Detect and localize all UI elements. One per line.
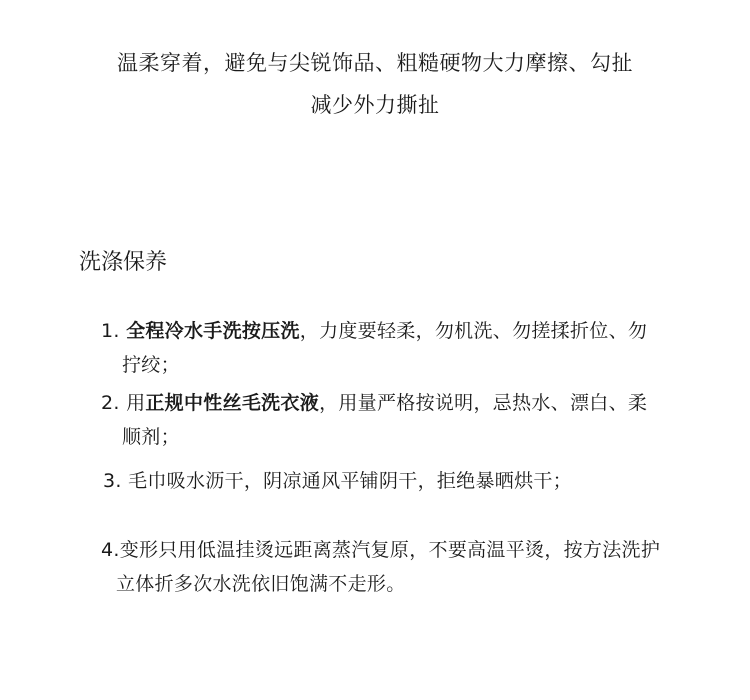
section-title: 洗涤保养 — [79, 250, 168, 275]
care-item-2 — [101, 389, 647, 417]
care-item-2-number: 2. 用 — [101, 392, 146, 414]
care-item-4: 4.变形只用低温挂烫远距离蒸汽复原，不要高温平烫，按方法洗护 — [101, 539, 661, 561]
care-item-2-continuation: 顺剂； — [122, 426, 180, 448]
care-item-4-continuation: 立体折多次水洗依旧饱满不走形。 — [116, 573, 406, 595]
care-item-1-text: ，力度要轻柔，勿机洗、勿搓揉折位、勿 — [299, 320, 648, 342]
care-item-1-number: 1. — [101, 320, 127, 342]
care-item-1-bold: 全程冷水手洗按压洗 — [126, 320, 300, 342]
care-item-3: 3. 毛巾吸水沥干，阴凉通风平铺阴干，拒绝暴晒烘干； — [103, 470, 572, 492]
care-item-1-continuation: 拧绞； — [122, 354, 180, 376]
care-item-2-text: ，用量严格按说明，忌热水、漂白、柔 — [319, 392, 648, 414]
care-item-1 — [101, 317, 647, 345]
intro-line-2: 减少外力撕扯 — [310, 93, 440, 117]
intro-line-1: 温柔穿着，避免与尖锐饰品、粗糙硬物大力摩擦、勾扯 — [117, 51, 633, 75]
care-item-2-bold: 正规中性丝毛洗衣液 — [145, 392, 320, 414]
